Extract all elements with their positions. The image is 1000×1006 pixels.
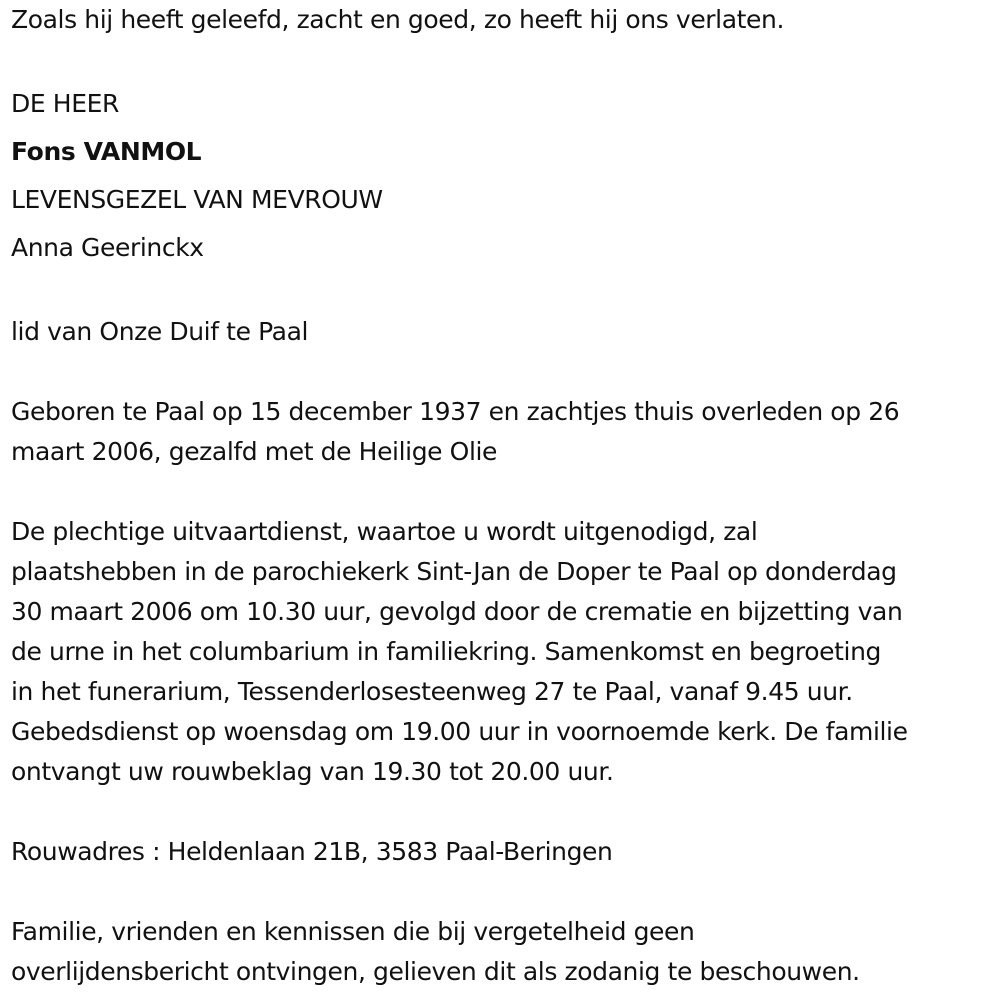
membership-text: lid van Onze Duif te Paal <box>11 317 309 346</box>
service-line: ontvangt uw rouwbeklag van 19.30 tot 20.00 uur. <box>11 757 614 786</box>
birth-death-line: Geboren te Paal op 15 december 1937 en zachtjes thuis overleden op 26 <box>11 397 900 426</box>
spacer <box>11 272 996 312</box>
birth-death-line: maart 2006, gezalfd met de Heilige Olie <box>11 437 498 466</box>
spacer <box>11 872 996 912</box>
closing-paragraph <box>11 912 996 992</box>
deceased-name: Fons VANMOL <box>11 137 202 166</box>
birth-death-paragraph <box>11 392 996 472</box>
spacer <box>11 472 996 512</box>
service-line: in het funerarium, Tessenderlosesteenweg 27 te Paal, vanaf 9.45 uur. <box>11 677 853 706</box>
mourning-address: Rouwadres : Heldenlaan 21B, 3583 Paal-Beringen <box>11 837 613 866</box>
closing-line: Familie, vrienden en kennissen die bij vergetelheid geen <box>11 917 695 946</box>
deceased-block <box>11 80 996 272</box>
motto-text: Zoals hij heeft geleefd, zacht en goed, zo heeft hij ons verlaten. <box>11 5 785 34</box>
service-line: De plechtige uitvaartdienst, waartoe u wordt uitgenodigd, zal <box>11 517 758 546</box>
service-line: de urne in het columbarium in familiekring. Samenkomst en begroeting <box>11 637 881 666</box>
closing-line: overlijdensbericht ontvingen, gelieven dit als zodanig te beschouwen. <box>11 957 860 986</box>
title-prefix: DE HEER <box>11 89 119 118</box>
obituary-notice <box>11 0 996 992</box>
partner-name: Anna Geerinckx <box>11 233 204 262</box>
spacer <box>11 352 996 392</box>
spacer <box>11 40 996 80</box>
service-line: 30 maart 2006 om 10.30 uur, gevolgd door de crematie en bijzetting van <box>11 597 903 626</box>
service-line: plaatshebben in de parochiekerk Sint-Jan de Doper te Paal op donderdag <box>11 557 897 586</box>
service-line: Gebedsdienst op woensdag om 19.00 uur in voornoemde kerk. De familie <box>11 717 908 746</box>
service-paragraph <box>11 512 996 792</box>
spacer <box>11 792 996 832</box>
relation-text: LEVENSGEZEL VAN MEVROUW <box>11 185 383 214</box>
